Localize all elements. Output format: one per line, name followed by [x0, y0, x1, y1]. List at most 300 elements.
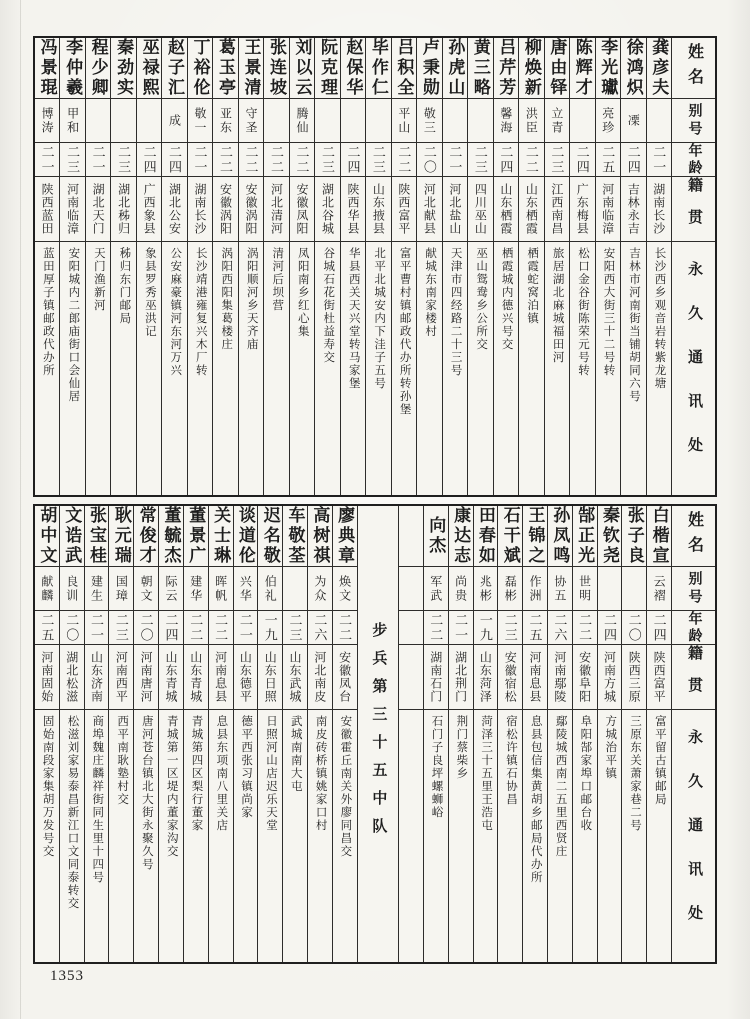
person-age-text: 二四 [574, 144, 590, 175]
person-age [137, 143, 161, 177]
person-jiguan-text: 河北清河 [269, 183, 284, 235]
person-address-text: 固始南段家集胡万发号交 [41, 715, 54, 858]
person-address [315, 242, 339, 495]
person-address-text: 阜阳郜家埠口邮台收 [579, 715, 592, 832]
person-hao [366, 99, 390, 143]
person-name [315, 38, 339, 99]
person-jiguan [234, 645, 258, 710]
person-hao [290, 99, 314, 143]
person-column [423, 506, 448, 962]
person-age-text: 二一 [453, 612, 469, 643]
person-age [341, 143, 365, 177]
person-jiguan-text: 山东栖霞 [524, 183, 539, 235]
person-age-text: 一九 [477, 612, 493, 643]
unit-label-text: 步兵第三十五中队 [370, 622, 387, 846]
person-address-text: 唐河苍台镇北大街永聚久号 [140, 715, 153, 871]
person-hao [647, 567, 671, 611]
person-column [391, 38, 416, 495]
person-age-text: 二〇 [421, 144, 437, 175]
person-address-text: 荆门蔡柴乡 [455, 715, 468, 780]
person-address-text: 松滋刘家易泰昌新江口文同泰转交 [66, 715, 79, 910]
person-column [84, 506, 109, 962]
person-hao-text: 博涛 [40, 106, 55, 135]
header-age-text: 年龄 [686, 611, 702, 645]
page-number: 1353 [50, 968, 84, 984]
person-jiguan-text: 湖北秭归 [116, 183, 131, 235]
person-hao-text: 磊彬 [503, 574, 518, 603]
header-name [672, 506, 715, 567]
person-column [208, 506, 233, 962]
person-age [647, 143, 671, 177]
person-address-text: 秭归东门邮局 [118, 247, 131, 325]
person-address [570, 242, 594, 495]
person-age-text: 二六 [552, 612, 568, 643]
person-name-text: 廖典章 [335, 506, 355, 566]
person-jiguan [333, 645, 357, 710]
person-address [449, 710, 473, 962]
person-age [468, 143, 492, 177]
person-hao [598, 567, 622, 611]
person-age [290, 143, 314, 177]
person-age-text: 二五 [39, 612, 55, 643]
person-column [493, 38, 518, 495]
person-jiguan-text: 河南西平 [114, 651, 129, 703]
person-hao [35, 567, 59, 611]
person-age-text: 二五 [527, 612, 543, 643]
person-jiguan [35, 645, 59, 710]
person-name [622, 506, 646, 567]
person-address [35, 710, 59, 962]
person-jiguan-text: 山东栖霞 [498, 183, 513, 235]
roster-table-top [33, 36, 717, 497]
person-age-text: 二三 [549, 144, 565, 175]
person-name-text: 丁裕伦 [190, 38, 210, 98]
person-hao-text: 平山 [396, 106, 411, 135]
person-age-text: 二一 [39, 144, 55, 175]
person-column [547, 506, 572, 962]
person-jiguan-text: 陕西富平 [396, 183, 411, 235]
person-address-text: 献城东南家楼村 [424, 247, 437, 338]
person-address [239, 242, 263, 495]
person-name-text: 陈辉才 [572, 38, 592, 98]
person-hao [283, 567, 307, 611]
person-age-text: 二三 [472, 144, 488, 175]
person-jiguan-text: 陕西三原 [627, 651, 642, 703]
person-address [417, 242, 441, 495]
person-name [366, 38, 390, 99]
roster-table-bottom [33, 504, 717, 964]
person-name-text: 刘以云 [292, 38, 312, 98]
person-age-text: 二三 [502, 612, 518, 643]
person-name-text: 葛玉亭 [216, 38, 236, 98]
person-hao [162, 99, 186, 143]
person-address [86, 242, 110, 495]
person-age-text: 二二 [218, 144, 234, 175]
person-column [332, 506, 357, 962]
person-jiguan [239, 177, 263, 242]
person-address [213, 242, 237, 495]
person-address-text: 西平南耿塾村交 [116, 715, 129, 806]
header-column [671, 38, 715, 495]
person-age-text: 二二 [396, 144, 412, 175]
person-name-text: 康达志 [451, 506, 471, 566]
person-hao-text: 际云 [163, 574, 178, 603]
person-age [596, 143, 620, 177]
person-hao-text: 为众 [312, 574, 327, 603]
person-jiguan [468, 177, 492, 242]
person-address-text: 青城第一区堤内董家沟交 [165, 715, 178, 858]
person-address-text: 富平曹村镇邮政代办所转孙堡 [398, 247, 411, 416]
person-address [647, 242, 671, 495]
person-age [647, 611, 671, 645]
person-age [498, 611, 522, 645]
person-name-text: 迟名敬 [260, 506, 280, 566]
person-name-text: 胡中文 [37, 506, 57, 566]
person-hao [184, 567, 208, 611]
person-name-text: 关士琳 [211, 506, 231, 566]
person-name-text: 李光瓛 [598, 38, 618, 98]
person-hao [213, 99, 237, 143]
person-name-text: 王锦之 [525, 506, 545, 566]
person-name [570, 38, 594, 99]
person-address [60, 710, 84, 962]
person-name [392, 38, 416, 99]
person-hao-text: 成 [167, 113, 182, 128]
person-name-text: 石干斌 [500, 506, 520, 566]
person-address-text: 栖霞蛇窝泊镇 [526, 247, 539, 325]
header-address-text: 永久通讯处 [686, 728, 702, 949]
person-age-text: 二二 [268, 144, 284, 175]
person-jiguan-text: 湖南长沙 [651, 183, 666, 235]
person-age-text: 二一 [89, 612, 105, 643]
header-name [672, 38, 715, 99]
person-address [60, 242, 84, 495]
person-hao [622, 567, 646, 611]
person-age-text: 二〇 [626, 612, 642, 643]
person-column [497, 506, 522, 962]
person-name-text: 巫禄熙 [139, 38, 159, 98]
person-name-text: 龚彦夫 [649, 38, 669, 98]
person-name [86, 38, 110, 99]
person-name-text: 常俊才 [136, 506, 156, 566]
person-address [647, 710, 671, 962]
person-hao [137, 99, 161, 143]
person-jiguan-text: 湖北荆门 [453, 651, 468, 703]
person-jiguan [315, 177, 339, 242]
person-name-text: 冯景琨 [37, 38, 57, 98]
person-address [209, 710, 233, 962]
person-hao [545, 99, 569, 143]
person-name [162, 38, 186, 99]
person-age-text: 二一 [192, 144, 208, 175]
person-hao-text: 凓 [626, 113, 641, 128]
person-name [424, 506, 448, 567]
person-column [646, 506, 671, 962]
header-age [672, 143, 715, 177]
person-jiguan-text: 江西南昌 [549, 183, 564, 235]
person-jiguan-text: 山东日照 [263, 651, 278, 703]
person-age-text: 二三 [319, 144, 335, 175]
person-name [341, 38, 365, 99]
person-hao-text: 兆彬 [478, 574, 493, 603]
person-jiguan [519, 177, 543, 242]
person-jiguan [85, 645, 109, 710]
person-name [109, 506, 133, 567]
person-jiguan [283, 645, 307, 710]
person-jiguan [35, 177, 59, 242]
person-jiguan [494, 177, 518, 242]
person-address [392, 242, 416, 495]
person-jiguan [424, 645, 448, 710]
person-column [212, 38, 237, 495]
person-address-text: 长沙西乡观音岩转紫龙塘 [653, 247, 666, 390]
person-jiguan-text: 河北南皮 [312, 651, 327, 703]
person-name [474, 506, 498, 567]
person-age-text: 二一 [90, 144, 106, 175]
person-jiguan-text: 安徽宿松 [503, 651, 518, 703]
person-address [109, 710, 133, 962]
person-address [134, 710, 158, 962]
person-column [416, 38, 441, 495]
person-age [283, 611, 307, 645]
header-hao-text: 别号 [686, 102, 702, 139]
person-jiguan [548, 645, 572, 710]
person-hao-text: 馨海 [498, 106, 513, 135]
person-age-text: 二四 [167, 144, 183, 175]
person-jiguan-text: 河南临漳 [65, 183, 80, 235]
person-column [108, 506, 133, 962]
person-jiguan [109, 645, 133, 710]
person-jiguan-text: 湖南石门 [428, 651, 443, 703]
person-age [545, 143, 569, 177]
person-address [264, 242, 288, 495]
person-age-text: 二一 [237, 612, 253, 643]
person-jiguan [647, 645, 671, 710]
person-age [134, 611, 158, 645]
person-column [110, 38, 135, 495]
person-hao-text: 国璋 [114, 574, 129, 603]
person-hao-text: 敬一 [193, 106, 208, 135]
person-age-text: 二〇 [138, 612, 154, 643]
header-address-text: 永久通讯处 [686, 261, 702, 481]
person-jiguan-text: 山东济南 [89, 651, 104, 703]
person-hao [570, 99, 594, 143]
person-address [188, 242, 212, 495]
person-age [621, 143, 645, 177]
person-hao-text: 洪臣 [524, 106, 539, 135]
person-hao-text: 云褶 [652, 574, 667, 603]
person-name-text: 秦劲实 [114, 38, 134, 98]
person-address [596, 242, 620, 495]
person-age-text: 二三 [65, 144, 81, 175]
person-name [111, 38, 135, 99]
person-name [85, 506, 109, 567]
person-age [315, 143, 339, 177]
person-column [340, 38, 365, 495]
person-hao [519, 99, 543, 143]
person-age [308, 611, 332, 645]
person-name [598, 506, 622, 567]
person-jiguan [443, 177, 467, 242]
person-jiguan-text: 山东青城 [163, 651, 178, 703]
person-jiguan-text: 湖北松滋 [64, 651, 79, 703]
person-column [85, 38, 110, 495]
person-jiguan-text: 山东菏泽 [478, 651, 493, 703]
person-age-text: 二五 [600, 144, 616, 175]
person-name-text: 郜正光 [575, 506, 595, 566]
person-column [448, 506, 473, 962]
person-address [498, 710, 522, 962]
person-age-text: 二二 [213, 612, 229, 643]
person-jiguan [573, 645, 597, 710]
person-address-text: 鄢陵城西南二五里西贤庄 [554, 715, 567, 858]
person-jiguan [392, 177, 416, 242]
header-jiguan-text: 籍贯 [686, 177, 702, 241]
person-name-text: 孙凤鸣 [550, 506, 570, 566]
person-name [60, 38, 84, 99]
header-hao [672, 99, 715, 143]
person-address-text: 安阳西大街三十二号转 [602, 247, 615, 377]
empty-hao-cell [399, 567, 423, 611]
person-address [474, 710, 498, 962]
person-age-text: 二二 [294, 144, 310, 175]
person-age [234, 611, 258, 645]
person-address [443, 242, 467, 495]
person-name-text: 向杰 [426, 516, 446, 556]
person-name [264, 38, 288, 99]
person-jiguan [209, 645, 233, 710]
person-jiguan-text: 安徽阜阳 [577, 651, 592, 703]
person-address-text: 三原东关萧家巷二号 [629, 715, 642, 832]
person-address [283, 710, 307, 962]
person-name-text: 车敬荃 [285, 506, 305, 566]
unit-label [358, 506, 398, 962]
person-name [548, 506, 572, 567]
person-address [111, 242, 135, 495]
person-age [60, 611, 84, 645]
person-name-text: 程少卿 [88, 38, 108, 98]
header-jiguan [672, 177, 715, 242]
person-age [417, 143, 441, 177]
person-age [366, 143, 390, 177]
person-jiguan [258, 645, 282, 710]
person-age-text: 二四 [163, 612, 179, 643]
person-age-text: 二二 [243, 144, 259, 175]
person-jiguan-text: 吉林永吉 [626, 183, 641, 235]
person-column [473, 506, 498, 962]
person-hao [209, 567, 233, 611]
person-address-text: 谷城石花街杜益寿交 [322, 247, 335, 364]
person-age [60, 143, 84, 177]
person-jiguan-text: 山东武城 [288, 651, 303, 703]
person-name [494, 38, 518, 99]
person-age-text: 二三 [113, 612, 129, 643]
person-age [424, 611, 448, 645]
person-age [162, 143, 186, 177]
person-address-text: 华县西关天兴堂转马家堡 [347, 247, 360, 390]
person-address-text: 安阳城内二郎庙街口会仙居 [67, 247, 80, 403]
person-address-text: 松口金谷街陈荣元号转 [577, 247, 590, 377]
person-jiguan [598, 645, 622, 710]
person-column [621, 506, 646, 962]
person-age [239, 143, 263, 177]
person-age [159, 611, 183, 645]
person-column [522, 506, 547, 962]
person-address-text: 南皮砖桥镇姚家口村 [314, 715, 327, 832]
person-name [184, 506, 208, 567]
person-jiguan [621, 177, 645, 242]
person-jiguan [366, 177, 390, 242]
person-hao-text: 守圣 [244, 106, 258, 135]
person-jiguan [162, 177, 186, 242]
person-column [620, 38, 645, 495]
person-jiguan [86, 177, 110, 242]
person-hao-text: 建生 [89, 574, 104, 603]
person-name [333, 506, 357, 567]
person-jiguan [498, 645, 522, 710]
person-column [59, 38, 84, 495]
person-column [187, 38, 212, 495]
person-address-text: 长沙靖港雍复兴木厂转 [194, 247, 207, 377]
person-age [35, 143, 59, 177]
person-name [647, 506, 671, 567]
person-name [449, 506, 473, 567]
person-address-text: 武城南南大屯 [289, 715, 302, 793]
person-hao-text: 兴华 [238, 574, 253, 603]
person-address [159, 710, 183, 962]
person-hao-text: 晖帆 [213, 574, 228, 603]
person-age [570, 143, 594, 177]
person-jiguan-text: 河南临漳 [600, 183, 615, 235]
person-age [392, 143, 416, 177]
person-name [35, 506, 59, 567]
person-hao [341, 99, 365, 143]
person-jiguan-text: 安徽凤台 [337, 651, 352, 703]
person-age-text: 二二 [577, 612, 593, 643]
person-age-text: 二四 [625, 144, 641, 175]
person-age [264, 143, 288, 177]
person-hao [498, 567, 522, 611]
person-age [598, 611, 622, 645]
person-address-text: 涡阳西阳集葛楼庄 [220, 247, 233, 351]
person-column [183, 506, 208, 962]
person-age-text: 二四 [651, 612, 667, 643]
person-name-text: 田春如 [475, 506, 495, 566]
person-age [188, 143, 212, 177]
person-name-text: 毕作仁 [368, 38, 388, 98]
person-column [133, 506, 158, 962]
person-age-text: 二二 [523, 144, 539, 175]
person-jiguan-text: 陕西蓝田 [40, 183, 55, 235]
person-name [308, 506, 332, 567]
person-name-text: 孙虎山 [445, 38, 465, 98]
person-jiguan-text: 安徽涡阳 [218, 183, 233, 235]
person-age-text: 二三 [287, 612, 303, 643]
person-jiguan-text: 山东德平 [238, 651, 253, 703]
person-column [569, 38, 594, 495]
person-hao [134, 567, 158, 611]
person-column [136, 38, 161, 495]
person-age [523, 611, 547, 645]
person-hao [188, 99, 212, 143]
person-age-text: 二六 [312, 612, 328, 643]
person-address-text: 公安麻豪镇河东河万兴 [169, 247, 182, 377]
person-jiguan-text: 湖北谷城 [320, 183, 335, 235]
person-hao-text: 献麟 [39, 574, 54, 603]
person-address-text: 象县罗秀巫洪记 [143, 247, 156, 338]
person-hao-text: 甲和 [65, 106, 80, 135]
person-jiguan [290, 177, 314, 242]
